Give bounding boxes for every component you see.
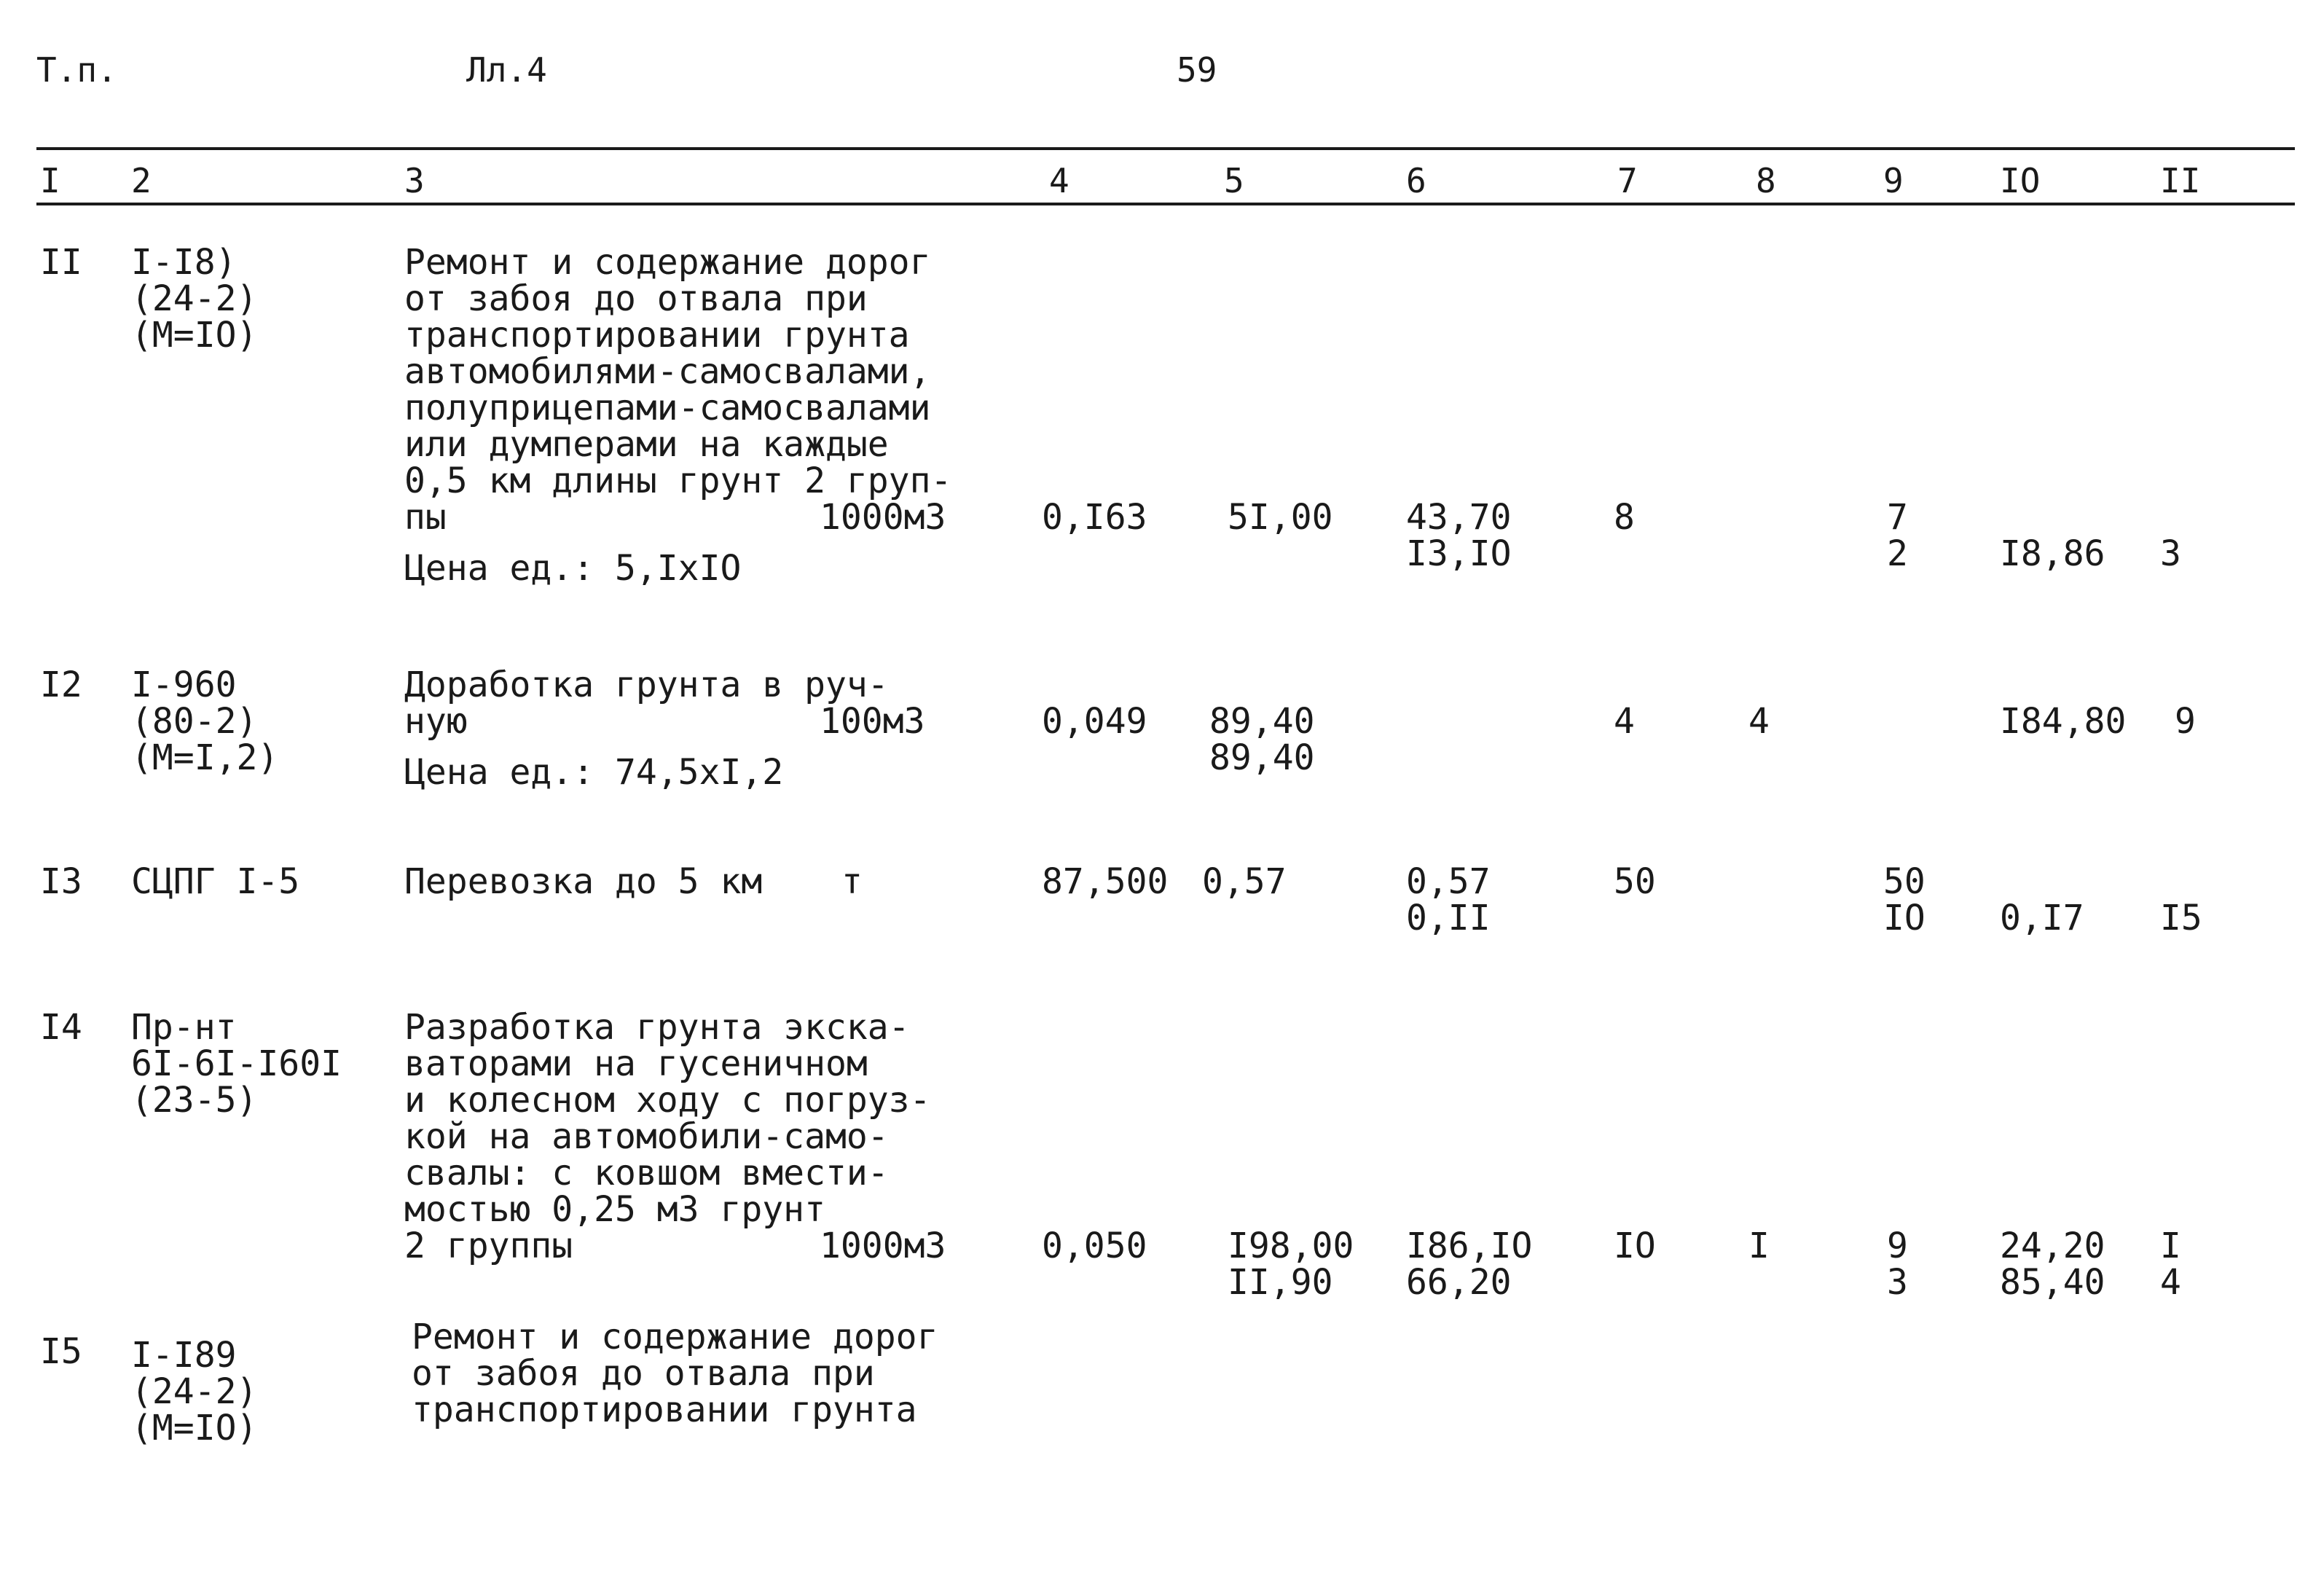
cell-c11: I 4 [2160, 1226, 2181, 1303]
cell-c7: IO [1614, 1226, 1656, 1266]
norm-code: I-I89 (24-2) (М=IO) [131, 1335, 258, 1448]
cell-c5: 5I,00 [1228, 497, 1333, 538]
work-description: Разработка грунта экска- ваторами на гусеничном и колесном ходу с погруз- кой на автомобили-само- свалы: с ковшом вмести- мостью 0,25 м3 грунт 2 группы [404, 1007, 931, 1266]
column-header: I [40, 161, 60, 200]
cell-c7: 4 [1614, 701, 1635, 742]
norm-code: I-960 (80-2) (М=I,2) [131, 664, 279, 778]
cell-c11: I5 [2160, 898, 2202, 938]
cell-c9: 50 IO [1883, 861, 1925, 938]
work-description: Доработка грунта в руч- ную [404, 664, 889, 742]
cell-c11: 3 [2160, 533, 2181, 574]
cell-c10: 24,20 85,40 [2000, 1226, 2105, 1303]
cell-c6: 43,70 I3,IO [1406, 497, 1512, 574]
row-number: II [40, 242, 82, 283]
doc-type-label: Т.п. [36, 50, 117, 90]
unit-price: Цена ед.: 74,5xI,2 [404, 752, 784, 793]
table-top-rule [36, 147, 2295, 150]
norm-code: Пр-нт 6I-6I-I60I (23-5) [131, 1007, 342, 1121]
table-header-rule [36, 203, 2295, 205]
page-number: 59 [1177, 50, 1217, 90]
cell-c7: 8 [1614, 497, 1635, 538]
norm-code: СЦПГ I-5 [131, 861, 300, 902]
cell-c5: 0,57 [1202, 861, 1287, 902]
sheet-label: Лл.4 [466, 50, 547, 90]
cell-c6: 0,57 0,II [1406, 861, 1491, 938]
unit-price: Цена ед.: 5,IxIO [404, 548, 742, 589]
cell-c9: 7 2 [1887, 497, 1908, 574]
row-number: I2 [40, 664, 82, 705]
cell-quantity: 0,I63 [1042, 497, 1147, 538]
cell-c7: 50 [1614, 861, 1656, 902]
cell-quantity: 0,049 [1042, 701, 1147, 742]
row-number: I5 [40, 1331, 82, 1372]
row-number: I3 [40, 861, 82, 902]
unit-of-measure: 100м3 [820, 701, 925, 742]
work-description: Ремонт и содержание дорог от забоя до отвала при транспортировании грунта автомобилями-самосвалами, полуприцепами-самосвалами или думперами на каждые 0,5 км длины грунт 2 груп- пы [404, 242, 952, 538]
cell-quantity: 0,050 [1042, 1226, 1147, 1266]
column-header: IO [2000, 161, 2041, 200]
column-header: 8 [1756, 161, 1776, 200]
cell-c11: 9 [2175, 701, 2196, 742]
unit-of-measure: 1000м3 [820, 497, 946, 538]
work-description: Перевозка до 5 км [404, 861, 763, 902]
cell-c8: 4 [1748, 701, 1770, 742]
column-header: 2 [131, 161, 152, 200]
column-header: 4 [1049, 161, 1069, 200]
cell-c5: 89,40 89,40 [1209, 701, 1315, 778]
unit-of-measure: 1000м3 [820, 1226, 946, 1266]
cell-c8: I [1748, 1226, 1770, 1266]
unit-of-measure: т [841, 861, 863, 902]
row-number: I4 [40, 1007, 82, 1048]
cell-c6: I86,IO 66,20 [1406, 1226, 1533, 1303]
column-header: 9 [1883, 161, 1904, 200]
cell-c5: I98,00 II,90 [1228, 1226, 1354, 1303]
column-header: 7 [1617, 161, 1638, 200]
work-description: Ремонт и содержание дорог от забоя до отвала при транспортировании грунта [412, 1317, 938, 1430]
cell-quantity: 87,500 [1042, 861, 1169, 902]
column-header: 6 [1406, 161, 1426, 200]
column-header: 3 [404, 161, 425, 200]
cell-c10: I8,86 [2000, 533, 2105, 574]
column-header: 5 [1224, 161, 1244, 200]
cell-c10: I84,80 [2000, 701, 2127, 742]
cell-c10: 0,I7 [2000, 898, 2084, 938]
cell-c9: 9 3 [1887, 1226, 1908, 1303]
column-header: II [2160, 161, 2201, 200]
norm-code: I-I8) (24-2) (М=IO) [131, 242, 258, 356]
